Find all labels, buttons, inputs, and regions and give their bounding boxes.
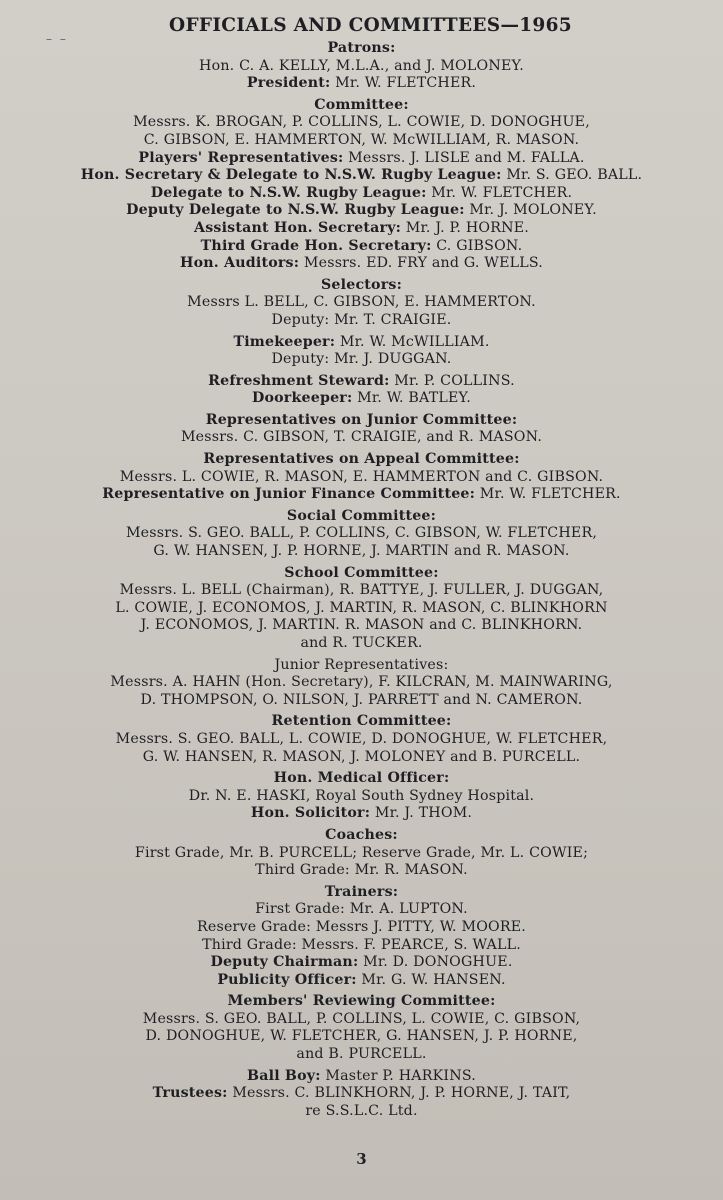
entry-label: Hon. Medical Officer: xyxy=(273,770,450,787)
section-retention-committee xyxy=(40,713,683,766)
entry-line xyxy=(40,185,683,203)
entry-text: L. COWIE, J. ECONOMOS, J. MARTIN, R. MASON, C. BLINKHORN xyxy=(115,599,608,616)
entry-line xyxy=(40,40,683,58)
entry-text: Messrs. S. GEO. BALL, P. COLLINS, L. COWIE, C. GIBSON, xyxy=(142,1010,581,1027)
entry-text: D. DONOGHUE, W. FLETCHER, G. HANSEN, J. P. HORNE, xyxy=(145,1028,578,1045)
entry-line xyxy=(40,58,683,76)
section-patrons xyxy=(40,40,683,93)
entry-text: Dr. N. E. HASKI, Royal South Sydney Hospital. xyxy=(188,787,535,804)
page-title: OFFICIALS AND COMMITTEES—1965 xyxy=(169,15,572,36)
entry-label: President: xyxy=(246,75,331,92)
entry-label: Deputy Delegate to N.S.W. Rugby League: xyxy=(126,202,465,219)
section-social-committee xyxy=(40,508,683,561)
entry-label: School Committee: xyxy=(284,564,439,581)
entry-text: Mr. W. FLETCHER. xyxy=(475,486,621,503)
entry-line xyxy=(40,919,683,937)
entry-label: Committee: xyxy=(314,96,409,113)
entry-line xyxy=(40,150,683,168)
entry-line xyxy=(40,202,683,220)
entry-line xyxy=(40,294,683,312)
section-junior-reps xyxy=(40,657,683,710)
committee-listing xyxy=(40,40,683,1120)
entry-label: Hon. Secretary & Delegate to N.S.W. Rugby League: xyxy=(80,167,502,184)
entry-line xyxy=(40,312,683,330)
entry-line xyxy=(40,692,683,710)
entry-label: Representatives on Junior Committee: xyxy=(205,411,518,428)
entry-text: Mr. P. COLLINS. xyxy=(389,372,515,389)
entry-line xyxy=(40,469,683,487)
entry-label: Retention Committee: xyxy=(271,713,452,730)
entry-line xyxy=(40,75,683,93)
entry-label: Third Grade Hon. Secretary: xyxy=(200,237,432,254)
entry-label: Representative on Junior Finance Committee: xyxy=(102,486,476,503)
entry-line xyxy=(40,1011,683,1029)
entry-line xyxy=(40,1103,683,1121)
entry-line xyxy=(40,845,683,863)
entry-line xyxy=(40,220,683,238)
section-timekeeper xyxy=(40,334,683,369)
entry-text: Messrs. K. BROGAN, P. COLLINS, L. COWIE, D. DONOGHUE, xyxy=(133,114,590,131)
entry-line xyxy=(40,901,683,919)
entry-text: G. W. HANSEN, R. MASON, J. MOLONEY and B. PURCELL. xyxy=(142,748,581,765)
entry-line xyxy=(40,1085,683,1103)
page-content xyxy=(40,14,683,1120)
entry-text: J. ECONOMOS, J. MARTIN. R. MASON and C. BLINKHORN. xyxy=(140,617,583,634)
entry-line xyxy=(40,486,683,504)
entry-line xyxy=(40,862,683,880)
entry-line xyxy=(40,132,683,150)
entry-label: Players' Representatives: xyxy=(138,149,344,166)
entry-line xyxy=(40,749,683,767)
entry-line xyxy=(40,600,683,618)
entry-text: Messrs. C. GIBSON, T. CRAIGIE, and R. MASON. xyxy=(180,429,543,446)
entry-line xyxy=(40,1068,683,1086)
entry-text: Messrs. C. BLINKHORN, J. P. HORNE, J. TAIT, xyxy=(227,1085,571,1102)
section-refreshment xyxy=(40,373,683,408)
entry-text: Mr. W. McWILLIAM. xyxy=(335,333,490,350)
section-committee xyxy=(40,97,683,273)
section-junior-committee xyxy=(40,412,683,447)
entry-line xyxy=(40,954,683,972)
entry-line xyxy=(40,351,683,369)
entry-label: Publicity Officer: xyxy=(217,971,357,988)
entry-line xyxy=(40,114,683,132)
entry-text: C. GIBSON, E. HAMMERTON, W. McWILLIAM, R. MASON. xyxy=(143,131,580,148)
entry-line xyxy=(40,412,683,430)
entry-text: Mr. W. FLETCHER. xyxy=(330,75,477,92)
entry-text: Third Grade: Mr. R. MASON. xyxy=(255,862,468,879)
entry-text: Hon. C. A. KELLY, M.L.A., and J. MOLONEY. xyxy=(199,57,524,74)
entry-line xyxy=(40,451,683,469)
entry-label: Hon. Auditors: xyxy=(179,255,300,272)
entry-text: Third Grade: Messrs. F. PEARCE, S. WALL. xyxy=(202,936,521,953)
entry-line xyxy=(40,277,683,295)
entry-line xyxy=(40,884,683,902)
entry-text: Messrs. ED. FRY and G. WELLS. xyxy=(299,255,544,272)
entry-text: re S.S.L.C. Ltd. xyxy=(305,1102,418,1119)
entry-text: Messrs. L. COWIE, R. MASON, E. HAMMERTON and C. GIBSON. xyxy=(119,468,604,485)
entry-label: Timekeeper: xyxy=(233,333,336,350)
entry-line xyxy=(40,788,683,806)
entry-line xyxy=(40,805,683,823)
entry-text: Deputy: Mr. T. CRAIGIE. xyxy=(271,311,452,328)
entry-line xyxy=(40,97,683,115)
entry-line xyxy=(40,827,683,845)
entry-line xyxy=(40,373,683,391)
entry-text: Messrs L. BELL, C. GIBSON, E. HAMMERTON. xyxy=(187,294,536,311)
entry-line xyxy=(40,770,683,788)
entry-text: Messrs. J. LISLE and M. FALLA. xyxy=(343,149,585,166)
entry-text: Mr. J. THOM. xyxy=(370,805,473,822)
entry-line xyxy=(40,1046,683,1064)
entry-line xyxy=(40,334,683,352)
entry-text: and B. PURCELL. xyxy=(296,1046,427,1063)
entry-label: Deputy Chairman: xyxy=(210,954,359,971)
section-coaches xyxy=(40,827,683,880)
entry-label: Coaches: xyxy=(325,826,398,843)
entry-label: Representatives on Appeal Committee: xyxy=(203,451,520,468)
entry-text: Master P. HARKINS. xyxy=(320,1067,476,1084)
entry-text: Mr. G. W. HANSEN. xyxy=(356,971,506,988)
margin-mark: – – xyxy=(46,32,68,46)
entry-label: Refreshment Steward: xyxy=(208,372,390,389)
section-medical xyxy=(40,770,683,823)
entry-text: C. GIBSON. xyxy=(431,237,523,254)
entry-line xyxy=(40,390,683,408)
entry-text: Messrs. L. BELL (Chairman), R. BATTYE, J. FULLER, J. DUGGAN, xyxy=(119,582,604,599)
section-appeal-committee xyxy=(40,451,683,504)
section-school-committee xyxy=(40,565,683,653)
entry-line xyxy=(40,972,683,990)
entry-text: D. THOMPSON, O. NILSON, J. PARRETT and N. CAMERON. xyxy=(140,691,583,708)
entry-line xyxy=(40,255,683,273)
entry-text: Mr. S. GEO. BALL. xyxy=(501,167,643,184)
entry-text: Mr. W. FLETCHER. xyxy=(426,184,573,201)
entry-text: Mr. D. DONOGHUE. xyxy=(358,954,513,971)
entry-label: Trustees: xyxy=(152,1085,228,1102)
entry-line xyxy=(40,167,683,185)
section-trainers xyxy=(40,884,683,990)
entry-label: Hon. Solicitor: xyxy=(250,805,371,822)
entry-text: First Grade, Mr. B. PURCELL; Reserve Grade, Mr. L. COWIE; xyxy=(134,844,589,861)
entry-label: Assistant Hon. Secretary: xyxy=(193,219,402,236)
section-ball-boy xyxy=(40,1068,683,1121)
entry-line xyxy=(40,993,683,1011)
entry-line xyxy=(40,582,683,600)
page-number: 3 xyxy=(356,1150,367,1168)
entry-text: Deputy: Mr. J. DUGGAN. xyxy=(271,351,452,368)
entry-label: Delegate to N.S.W. Rugby League: xyxy=(150,184,427,201)
entry-line xyxy=(40,635,683,653)
entry-text: Mr. J. P. HORNE. xyxy=(401,219,530,236)
entry-line xyxy=(40,617,683,635)
entry-line xyxy=(40,1028,683,1046)
entry-line xyxy=(40,565,683,583)
entry-line xyxy=(40,508,683,526)
entry-text: G. W. HANSEN, J. P. HORNE, J. MARTIN and R. MASON. xyxy=(153,543,570,560)
entry-label: Members' Reviewing Committee: xyxy=(227,993,496,1010)
entry-line xyxy=(40,238,683,256)
entry-line xyxy=(40,674,683,692)
entry-text: Messrs. S. GEO. BALL, L. COWIE, D. DONOGHUE, W. FLETCHER, xyxy=(115,730,608,747)
entry-line xyxy=(40,731,683,749)
entry-line xyxy=(40,657,683,675)
entry-text: and R. TUCKER. xyxy=(300,635,423,651)
section-reviewing-committee xyxy=(40,993,683,1063)
entry-label: Trainers: xyxy=(324,883,399,900)
entry-text: Junior Representatives: xyxy=(274,656,449,673)
entry-label: Patrons: xyxy=(327,40,396,56)
entry-text: Reserve Grade: Messrs J. PITTY, W. MOORE. xyxy=(196,918,526,935)
entry-line xyxy=(40,937,683,955)
entry-line xyxy=(40,525,683,543)
entry-label: Ball Boy: xyxy=(247,1067,321,1084)
section-selectors xyxy=(40,277,683,330)
entry-line xyxy=(40,429,683,447)
entry-label: Selectors: xyxy=(320,276,403,293)
entry-text: Mr. W. BATLEY. xyxy=(352,390,472,407)
entry-label: Doorkeeper: xyxy=(251,390,353,407)
entry-text: Mr. J. MOLONEY. xyxy=(464,202,597,219)
entry-line xyxy=(40,713,683,731)
entry-text: First Grade: Mr. A. LUPTON. xyxy=(255,901,468,918)
entry-label: Social Committee: xyxy=(286,507,437,524)
entry-line xyxy=(40,543,683,561)
entry-text: Messrs. S. GEO. BALL, P. COLLINS, C. GIBSON, W. FLETCHER, xyxy=(125,525,598,542)
entry-text: Messrs. A. HAHN (Hon. Secretary), F. KILCRAN, M. MAINWARING, xyxy=(110,674,613,691)
